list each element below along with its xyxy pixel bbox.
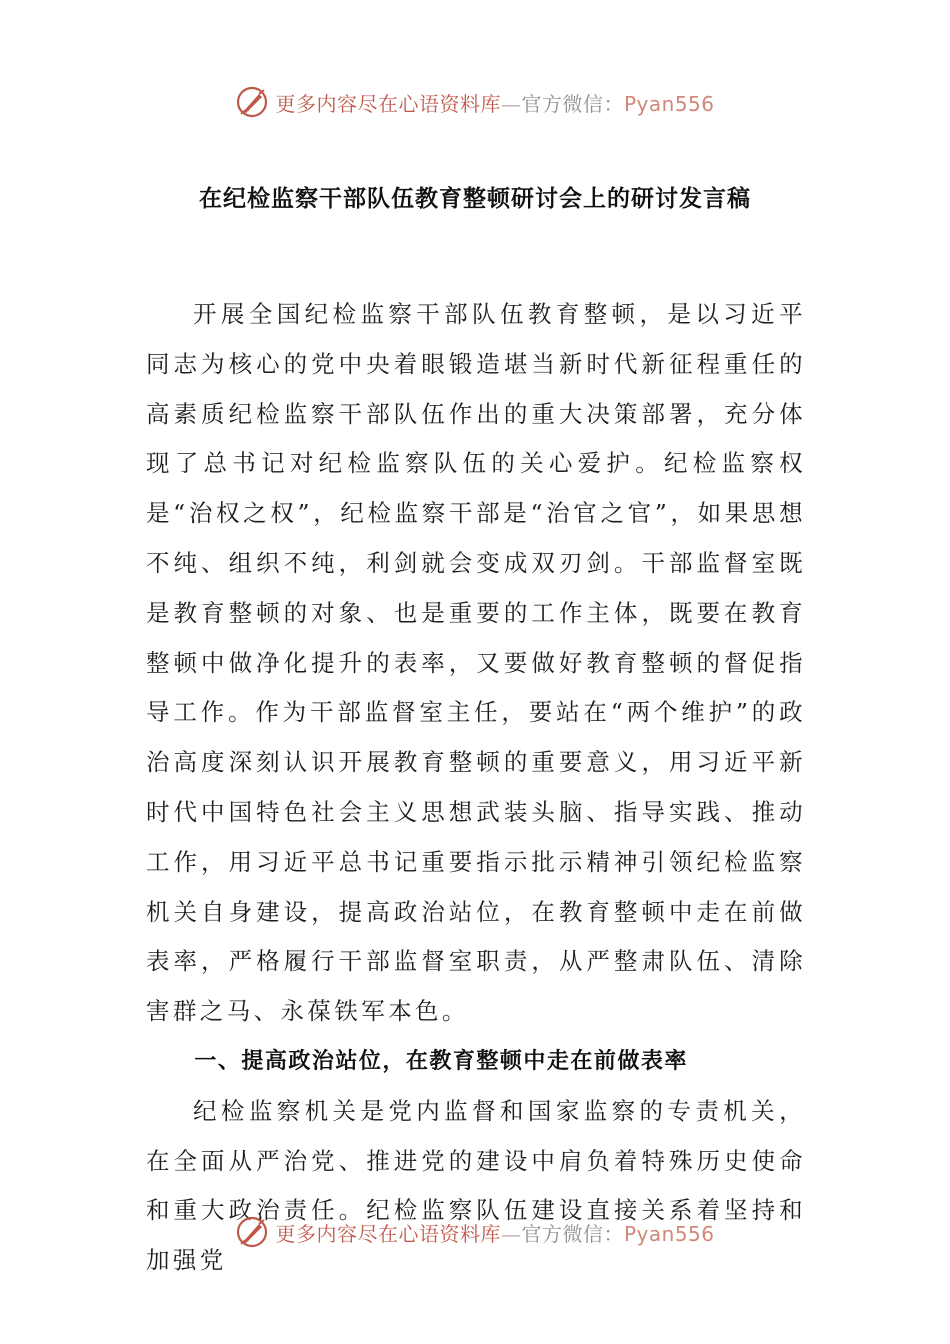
document-title: 在纪检监察干部队伍教育整顿研讨会上的研讨发言稿 [199, 186, 751, 212]
document-body [146, 290, 806, 1286]
quill-logo-icon [235, 85, 269, 119]
watermark-text [275, 1218, 714, 1247]
header-watermark [0, 82, 950, 122]
quill-logo-icon [235, 1215, 269, 1249]
watermark-label: 官方微信： [521, 91, 624, 116]
watermark-name: 更多内容尽在心语资料库 [275, 1221, 501, 1246]
watermark-separator: — [500, 1221, 522, 1246]
footer-watermark [0, 1212, 950, 1252]
watermark-name: 更多内容尽在心语资料库 [275, 91, 501, 116]
watermark-separator: — [500, 91, 522, 116]
section-1-paragraph: 纪检监察机关是党内监督和国家监察的专责机关，在全面从严治党、推进党的建设中肩负着特殊历史使命和重大政治责任。纪检监察队伍建设直接关系着坚持和加强党 [146, 1096, 806, 1275]
watermark-label: 官方微信： [521, 1221, 624, 1246]
watermark-wechat-id: Pyan556 [623, 91, 715, 116]
watermark-text [275, 88, 714, 117]
intro-paragraph: 开展全国纪检监察干部队伍教育整顿，是以习近平同志为核心的党中央着眼锻造堪当新时代新征程重任的高素质纪检监察干部队伍作出的重大决策部署，充分体现了总书记对纪检监察队伍的关心爱护。纪检监察权是“治权之权”，纪检监察干部是“治官之官”，如果思想不纯、组织不纯，利剑就会变成双刃剑。干部监督室既是教育整顿的对象、也是重要的工作主体，既要在教育整顿中做净化提升的表率，又要做好教育整顿的督促指导工作。作为干部监督室主任，要站在“两个维护”的政治高度深刻认识开展教育整顿的重要意义，用习近平新时代中国特色社会主义思想武装头脑、指导实践、推动工作，用习近平总书记重要指示批示精神引领纪检监察机关自身建设，提高政治站位，在教育整顿中走在前做表率，严格履行干部监督室职责，从严整肃队伍、清除害群之马、永葆铁军本色。 [146, 300, 806, 1026]
watermark-wechat-id: Pyan556 [623, 1221, 715, 1246]
section-heading-1: 一、提高政治站位，在教育整顿中走在前做表率 [194, 1048, 688, 1074]
